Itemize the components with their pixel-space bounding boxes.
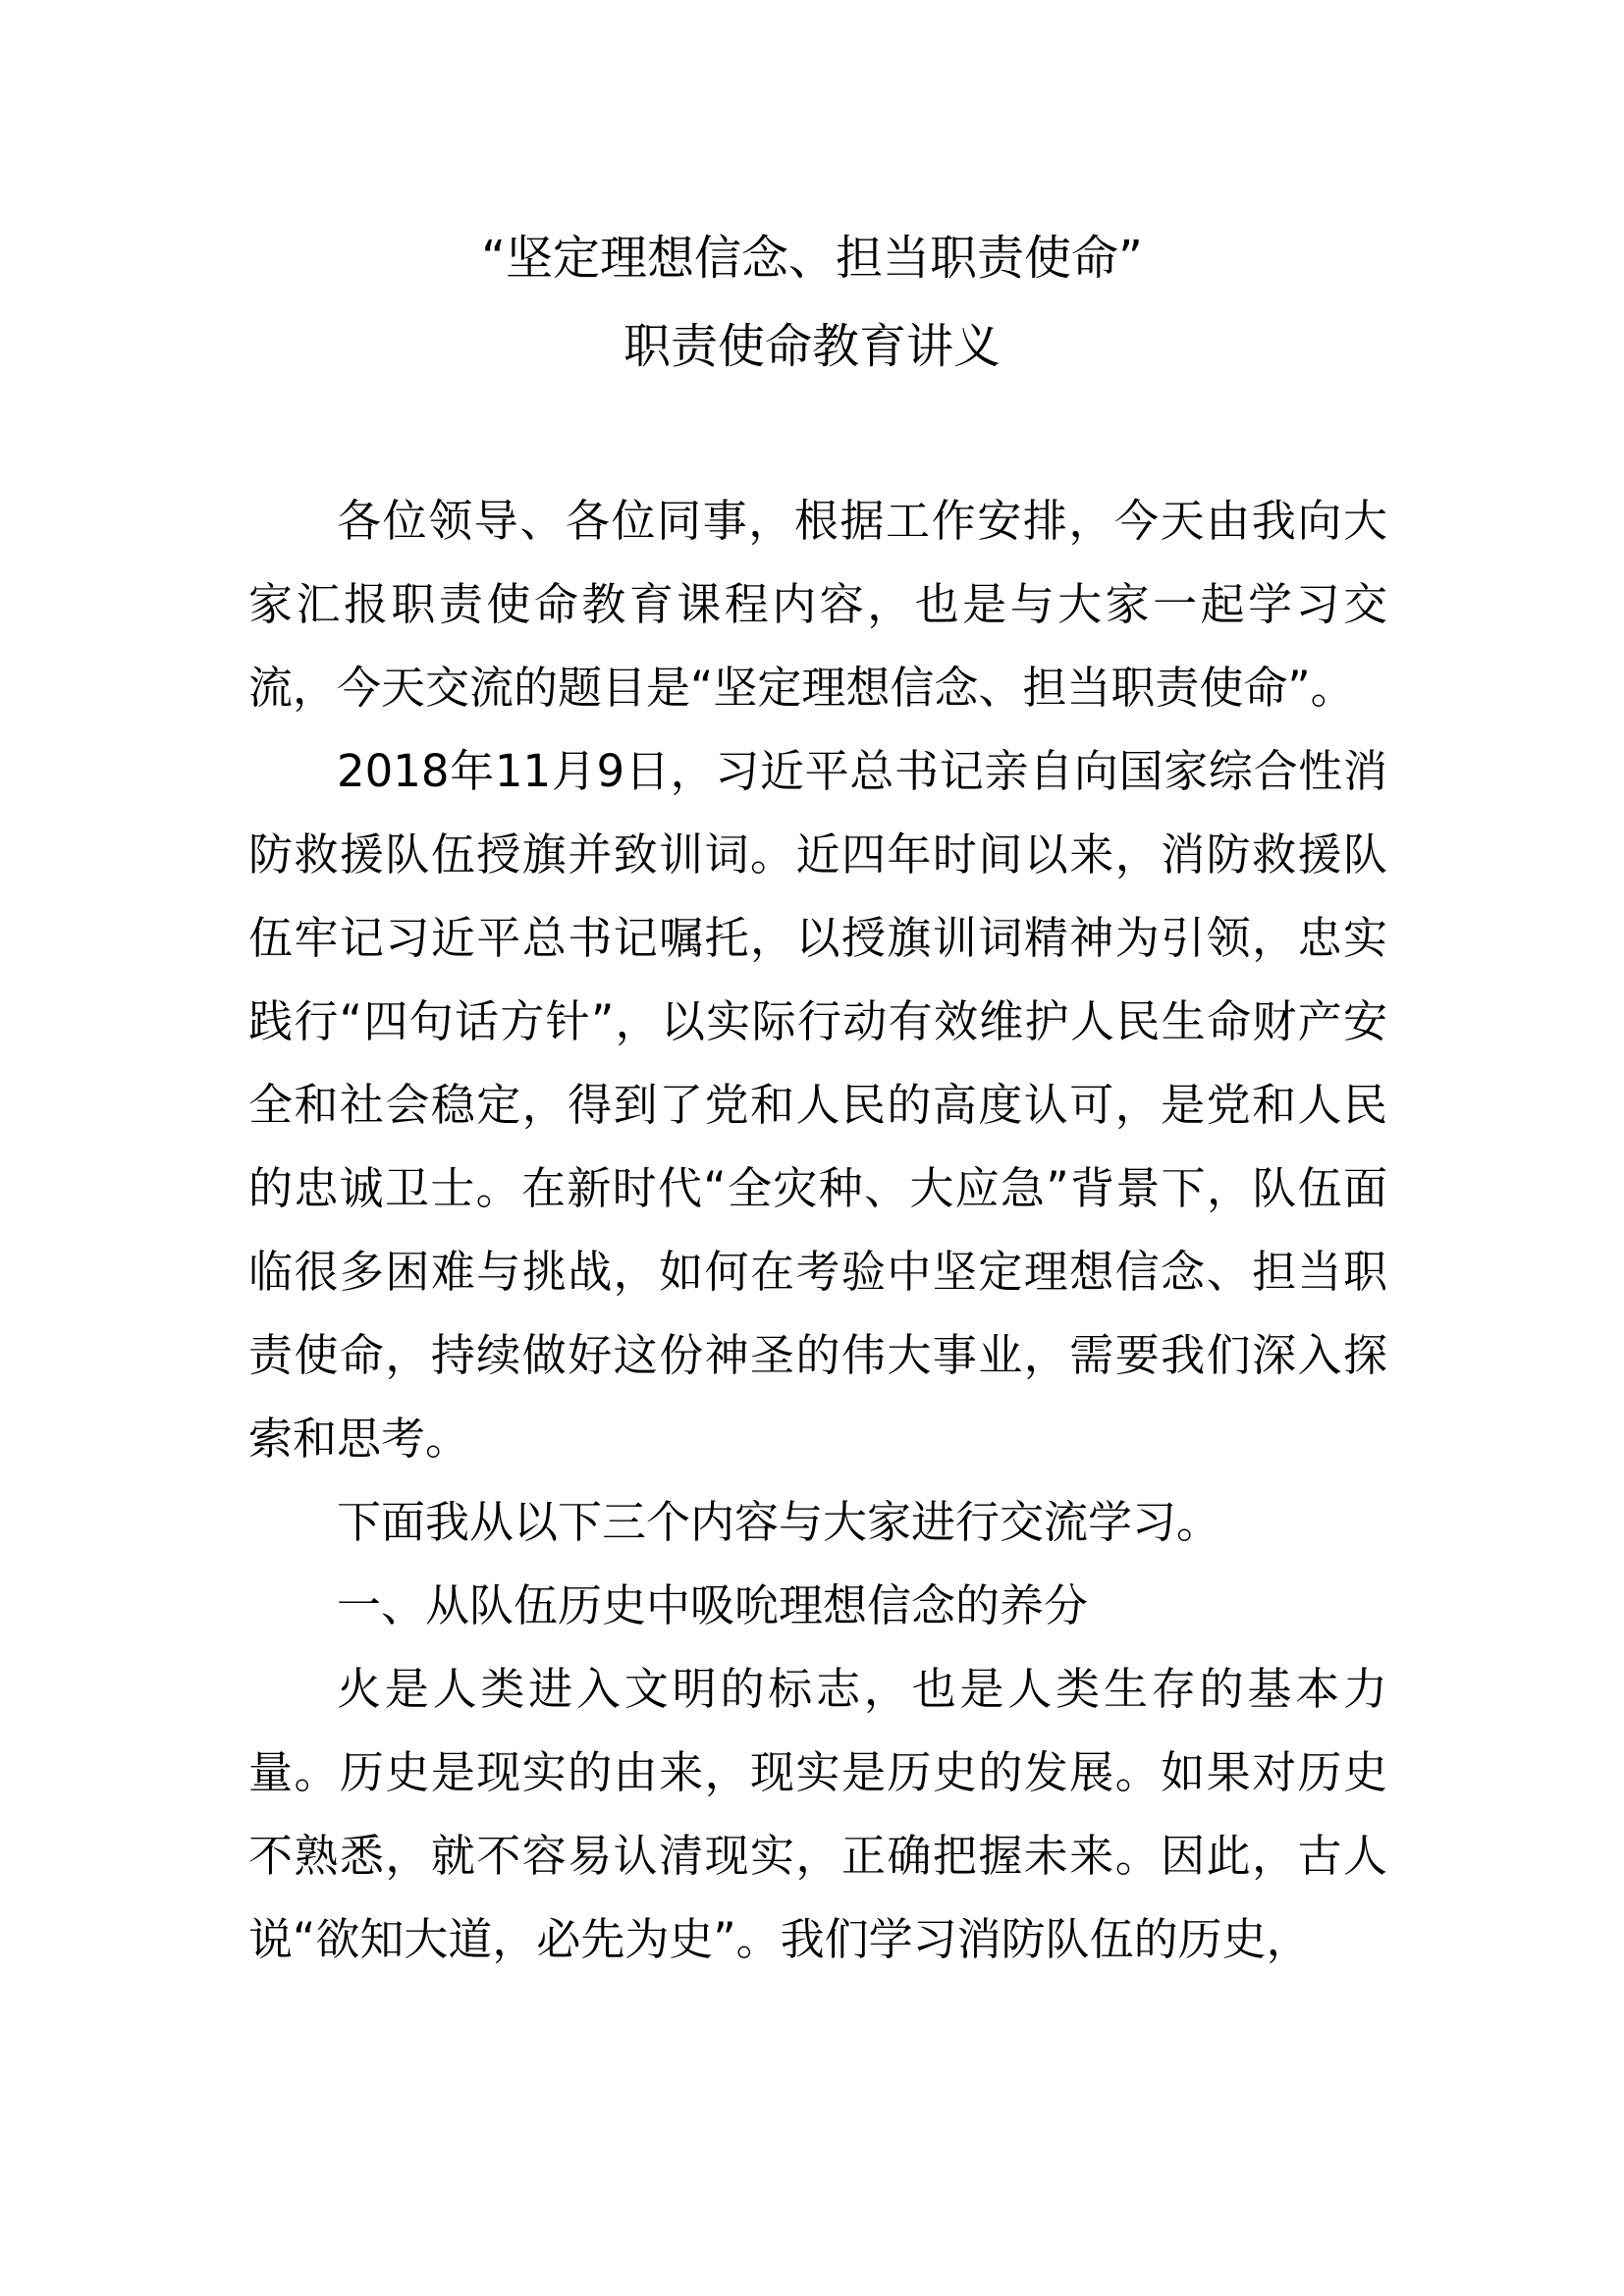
paragraph-history: 火是人类进入文明的标志，也是人类生存的基本力量。历史是现实的由来，现实是历史的发展。如果对历史不熟悉，就不容易认清现实，正确把握未来。因此，古人说“欲知大道，必先为史”。我们学习消防队伍的历史， [248, 1663, 1387, 1965]
document-title [0, 214, 1624, 391]
title-line-subtitle: 职责使命教育讲义 [623, 319, 1001, 374]
paragraph-background: 2018年11月9日，习近平总书记亲自向国家综合性消防救援队伍授旗并致训词。近四年时间以来，消防救援队伍牢记习近平总书记嘱托，以授旗训词精神为引领，忠实践行“四句话方针”，以实际行动有效维护人民生命财产安全和社会稳定，得到了党和人民的高度认可，是党和人民的忠诚卫士。在新时代“全灾种、大应急”背景下，队伍面临很多困难与挑战，如何在考验中坚定理想信念、担当职责使命，持续做好这份神圣的伟大事业，需要我们深入探索和思考。 [248, 745, 1387, 1465]
section-heading-1: 一、从队伍历史中吸吮理想信念的养分 [337, 1579, 1089, 1631]
document-body [248, 479, 1387, 1981]
title-line-main: “坚定理想信念、担当职责使命” [481, 231, 1143, 286]
paragraph-outline: 下面我从以下三个内容与大家进行交流学习。 [337, 1496, 1221, 1548]
paragraph-greeting: 各位领导、各位同事，根据工作安排，今天由我向大家汇报职责使命教育课程内容，也是与大家一起学习交流，今天交流的题目是“坚定理想信念、担当职责使命”。 [248, 495, 1387, 714]
